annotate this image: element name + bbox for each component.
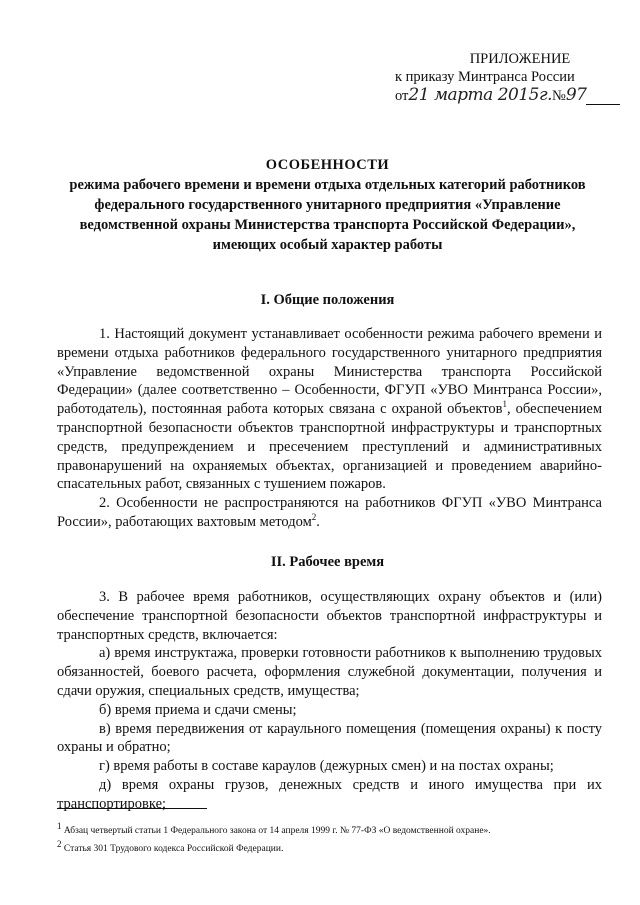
footnote-mark-1: 1	[57, 820, 62, 831]
paragraph-3: 3. В рабочее время работников, осуществляющих охрану объектов и (или) обеспечение транспортной безопасности объектов транспортной инфраструктуры и транспортных средств, включается:	[57, 589, 602, 643]
paragraph-2-end: .	[316, 513, 320, 530]
footnote-ref-2: 2	[311, 512, 317, 523]
footnote-separator	[57, 808, 207, 809]
footnote-ref-1: 1	[502, 399, 507, 410]
footnote-text-1: Абзац четвертый статьи 1 Федерального закона от 14 апреля 1999 г. № 77-ФЗ «О ведомственной охране».	[61, 826, 491, 836]
number-underline	[586, 90, 620, 105]
list-item-b: б) время приема и сдачи смены;	[99, 701, 297, 718]
title-line: имеющих особый характер работы	[212, 237, 443, 253]
list-item-d: г) время работы в составе караулов (дежурных смен) и на постах охраны;	[99, 758, 554, 775]
footnote-text-2: Статья 301 Трудового кодекса Российской Федерации.	[61, 844, 284, 854]
appendix-header	[395, 50, 615, 106]
footnote-2	[57, 840, 617, 858]
title-line: федерального государственного унитарного предприятия «Управление	[94, 197, 561, 213]
paragraph-1	[57, 325, 602, 494]
footnote-1	[57, 822, 617, 840]
appendix-date-line	[395, 86, 615, 106]
footnotes	[57, 822, 617, 858]
list-item-a: а) время инструктажа, проверки готовности работников к выполнению трудовых обязанностей, боевого расчета, оформления служебной документации, получения и сдачи оружия, специальных средств, имущества;	[57, 645, 602, 699]
number-prefix: №	[551, 88, 566, 104]
paragraph-2	[57, 494, 602, 532]
handwritten-date: 21 марта 2015г.	[408, 85, 552, 105]
footnote-mark-2: 2	[57, 838, 62, 849]
title-line: режима рабочего времени и времени отдыха отдельных категорий работников	[69, 177, 586, 193]
appendix-order-ref: к приказу Минтранса России	[395, 69, 575, 85]
section-2-heading: II. Рабочее время	[270, 554, 385, 570]
section-1-heading: I. Общие положения	[260, 292, 395, 308]
title-main: ОСОБЕННОСТИ	[265, 157, 390, 173]
paragraph-2-text: 2. Особенности не распространяются на работников ФГУП «УВО Минтранса России», работающих вахтовым методом	[57, 495, 602, 530]
list-item-e: д) время охраны грузов, денежных средств и иного имущества при их транспортировке;	[57, 776, 602, 812]
title-line: ведомственной охраны Министерства транспорта Российской Федерации»,	[79, 217, 576, 233]
list-item-c: в) время передвижения от караульного помещения (помещения охраны) к посту охраны и обратно;	[57, 720, 602, 756]
paragraph-1-text-cont: , обеспечением транспортной безопасности объектов транспортной инфраструктуры и транспортных средств, предупреждением и пресечением преступлений и административных правонарушений на охраняемых объектах, организацией и проведением аварийно-спасательных работ, связанных с тушением пожаров.	[57, 401, 602, 493]
handwritten-number: 97	[565, 85, 587, 105]
section-2-body	[57, 588, 602, 814]
appendix-title: ПРИЛОЖЕНИЕ	[469, 51, 571, 67]
date-prefix: от	[395, 88, 409, 104]
section-1-body	[57, 325, 602, 532]
document-title	[40, 155, 615, 255]
paragraph-1-text: 1. Настоящий документ устанавливает особенности режима рабочего времени и времени отдыха работников федерального государственного унитарного предприятия «Управление ведомственной охраны Министерства транспорта Российской Федерации» (далее соответственно – Особенности, ФГУП «УВО Минтранса России», работодатель), постоянная работа которых связана с охраной объектов	[57, 326, 602, 418]
